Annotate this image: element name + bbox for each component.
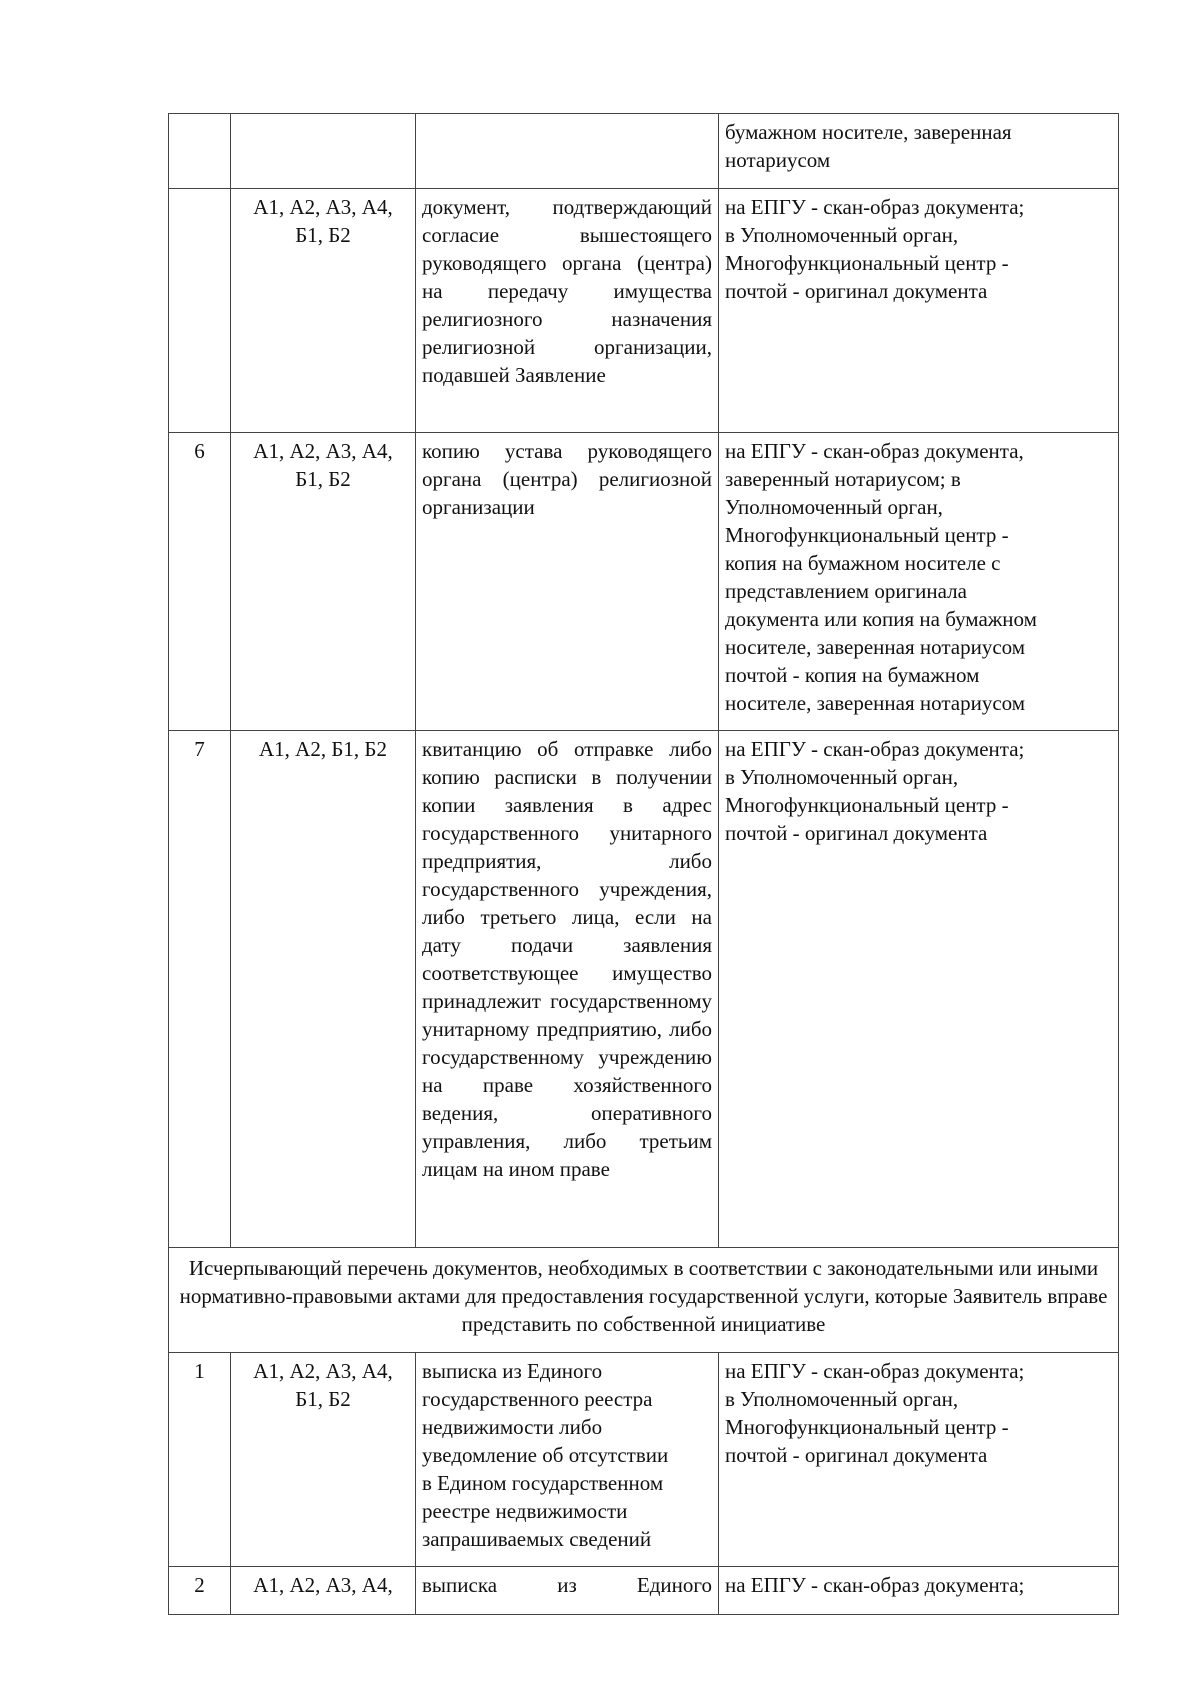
documents-table <box>168 113 1119 1615</box>
method-line: представлением оригинала <box>725 579 967 603</box>
table-row <box>169 731 1119 1248</box>
method-line: носителе, заверенная нотариусом <box>725 635 1026 659</box>
section-heading: Исчерпывающий перечень документов, необходимых в соответствии с законодательными или иными нормативно-правовыми актами для предоставления государственной услуги, которые Заявитель вправе представить по собственной инициативе <box>169 1248 1119 1353</box>
submission-method <box>719 1353 1119 1567</box>
method-line: на ЕПГУ - скан-образ документа; <box>725 737 1025 761</box>
row-number: 2 <box>169 1567 231 1615</box>
description-line: реестре недвижимости <box>422 1499 628 1523</box>
method-line: заверенный нотариусом; в <box>725 467 961 491</box>
applicant-codes: А1, А2, А3, А4, Б1, Б2 <box>231 1353 416 1567</box>
applicant-codes: А1, А2, А3, А4, Б1, Б2 <box>231 189 416 433</box>
section-heading-row <box>169 1248 1119 1353</box>
applicant-codes: А1, А2, А3, А4, Б1, Б2 <box>231 433 416 731</box>
submission-method <box>719 1567 1119 1615</box>
method-line: Многофункциональный центр - <box>725 251 1009 275</box>
table-row <box>169 1567 1119 1615</box>
document-description: копию устава руководящего органа (центра) религиозной организации <box>416 433 719 731</box>
method-line: бумажном носителе, заверенная <box>725 120 1012 144</box>
method-line: на ЕПГУ - скан-образ документа; <box>725 195 1025 219</box>
row-number: 6 <box>169 433 231 731</box>
method-line: почтой - оригинал документа <box>725 821 988 845</box>
method-line: копия на бумажном носителе с <box>725 551 1001 575</box>
method-line: на ЕПГУ - скан-образ документа, <box>725 439 1024 463</box>
submission-method <box>719 189 1119 433</box>
method-line: носителе, заверенная нотариусом <box>725 691 1026 715</box>
method-line: в Уполномоченный орган, <box>725 1387 959 1411</box>
submission-method <box>719 114 1119 189</box>
method-line: почтой - оригинал документа <box>725 1443 988 1467</box>
method-line: Многофункциональный центр - <box>725 523 1009 547</box>
description-line: государственного реестра <box>422 1387 653 1411</box>
applicant-codes <box>231 114 416 189</box>
method-line: почтой - копия на бумажном <box>725 663 980 687</box>
document-description <box>416 114 719 189</box>
method-line: нотариусом <box>725 148 831 172</box>
applicant-codes: А1, А2, А3, А4, <box>231 1567 416 1615</box>
description-line: выписка из Единого <box>422 1359 603 1383</box>
table-row <box>169 114 1119 189</box>
document-description: документ, подтверждающий согласие вышестоящего руководящего органа (центра) на передачу имущества религиозного назначения религиозной организации, подавшей Заявление <box>416 189 719 433</box>
description-line: в Едином государственном <box>422 1471 664 1495</box>
row-number <box>169 114 231 189</box>
description-line: запрашиваемых сведений <box>422 1527 652 1551</box>
submission-method <box>719 433 1119 731</box>
submission-method <box>719 731 1119 1248</box>
method-line: на ЕПГУ - скан-образ документа; <box>725 1359 1025 1383</box>
row-number: 1 <box>169 1353 231 1567</box>
method-line: Многофункциональный центр - <box>725 1415 1009 1439</box>
method-line: документа или копия на бумажном <box>725 607 1037 631</box>
method-line: Многофункциональный центр - <box>725 793 1009 817</box>
description-line: недвижимости либо <box>422 1415 603 1439</box>
method-line: в Уполномоченный орган, <box>725 223 959 247</box>
description-line: уведомление об отсутствии <box>422 1443 669 1467</box>
document-description: выписка из Единого <box>416 1567 719 1615</box>
method-line: в Уполномоченный орган, <box>725 765 959 789</box>
method-line: на ЕПГУ - скан-образ документа; <box>725 1573 1025 1597</box>
document-description <box>416 1353 719 1567</box>
row-number <box>169 189 231 433</box>
row-number: 7 <box>169 731 231 1248</box>
document-description: квитанцию об отправке либо копию расписки в получении копии заявления в адрес государственного унитарного предприятия, либо государственного учреждения, либо третьего лица, если на дату подачи заявления соответствующее имущество принадлежит государственному унитарному предприятию, либо государственному учреждению на праве хозяйственного ведения, оперативного управления, либо третьим лицам на ином праве <box>416 731 719 1248</box>
table-row <box>169 1353 1119 1567</box>
method-line: Уполномоченный орган, <box>725 495 943 519</box>
applicant-codes: А1, А2, Б1, Б2 <box>231 731 416 1248</box>
table-row <box>169 433 1119 731</box>
table-row <box>169 189 1119 433</box>
method-line: почтой - оригинал документа <box>725 279 988 303</box>
